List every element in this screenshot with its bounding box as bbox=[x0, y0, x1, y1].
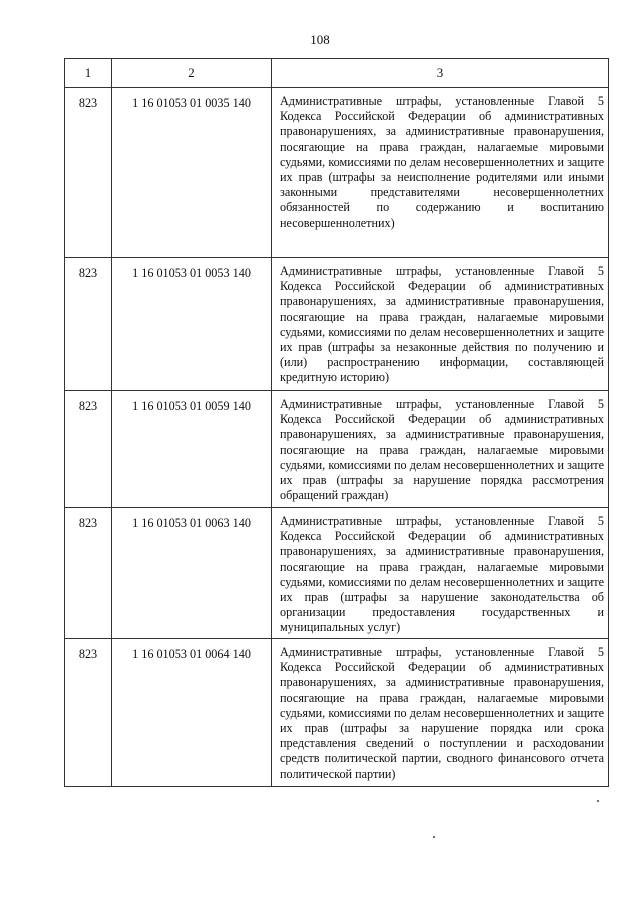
description-cell: Административные штрафы, установленные Главой 5 Кодекса Российской Федерации об административных правонарушениях, за административные правонарушения, посягающие на права граждан, налагаемые мировыми судьями, комиссиями по делам несовершеннолетних и защите их прав (штрафы за нарушение законодательства об организации предоставления государственных и муниципальных услуг) bbox=[272, 508, 609, 639]
table-row bbox=[65, 391, 609, 508]
table-header-row bbox=[65, 59, 609, 88]
kbk-code-cell: 1 16 01053 01 0059 140 bbox=[112, 391, 272, 508]
admin-code-cell: 823 bbox=[65, 639, 112, 787]
description-cell: Административные штрафы, установленные Главой 5 Кодекса Российской Федерации об административных правонарушениях, за административные правонарушения, посягающие на права граждан, налагаемые мировыми судьями, комиссиями по делам несовершеннолетних и защите их прав (штрафы за неисполнение родителями или иными законными представителями несовершеннолетних обязанностей по содержанию и воспитанию несовершеннолетних) bbox=[272, 88, 609, 258]
column-header-1: 1 bbox=[65, 59, 112, 88]
description-cell: Административные штрафы, установленные Главой 5 Кодекса Российской Федерации об административных правонарушениях, за административные правонарушения, посягающие на права граждан, налагаемые мировыми судьями, комиссиями по делам несовершеннолетних и защите их прав (штрафы за нарушение порядка рассмотрения обращений граждан) bbox=[272, 391, 609, 508]
kbk-code-cell: 1 16 01053 01 0053 140 bbox=[112, 258, 272, 391]
kbk-code-cell: 1 16 01053 01 0035 140 bbox=[112, 88, 272, 258]
description-cell: Административные штрафы, установленные Главой 5 Кодекса Российской Федерации об административных правонарушениях, за административные правонарушения, посягающие на права граждан, налагаемые мировыми судьями, комиссиями по делам несовершеннолетних и защите их прав (штрафы за незаконные действия по получению и (или) распространению информации, составляющей кредитную историю) bbox=[272, 258, 609, 391]
kbk-code-cell: 1 16 01053 01 0064 140 bbox=[112, 639, 272, 787]
table-row bbox=[65, 88, 609, 258]
table-row bbox=[65, 258, 609, 391]
column-header-3: 3 bbox=[272, 59, 609, 88]
page-number: 108 bbox=[310, 32, 330, 47]
table-row bbox=[65, 508, 609, 639]
table-row bbox=[65, 639, 609, 787]
budget-codes-table bbox=[64, 58, 609, 787]
scan-speck bbox=[597, 800, 599, 802]
column-header-2: 2 bbox=[112, 59, 272, 88]
scan-speck bbox=[433, 836, 435, 838]
kbk-code-cell: 1 16 01053 01 0063 140 bbox=[112, 508, 272, 639]
admin-code-cell: 823 bbox=[65, 391, 112, 508]
admin-code-cell: 823 bbox=[65, 88, 112, 258]
admin-code-cell: 823 bbox=[65, 258, 112, 391]
description-cell: Административные штрафы, установленные Главой 5 Кодекса Российской Федерации об административных правонарушениях, за административные правонарушения, посягающие на права граждан, налагаемые мировыми судьями, комиссиями по делам несовершеннолетних и защите их прав (штрафы за нарушение порядка или срока представления сведений о поступлении и расходовании средств политической партии, сводного финансового отчета политической партии) bbox=[272, 639, 609, 787]
admin-code-cell: 823 bbox=[65, 508, 112, 639]
